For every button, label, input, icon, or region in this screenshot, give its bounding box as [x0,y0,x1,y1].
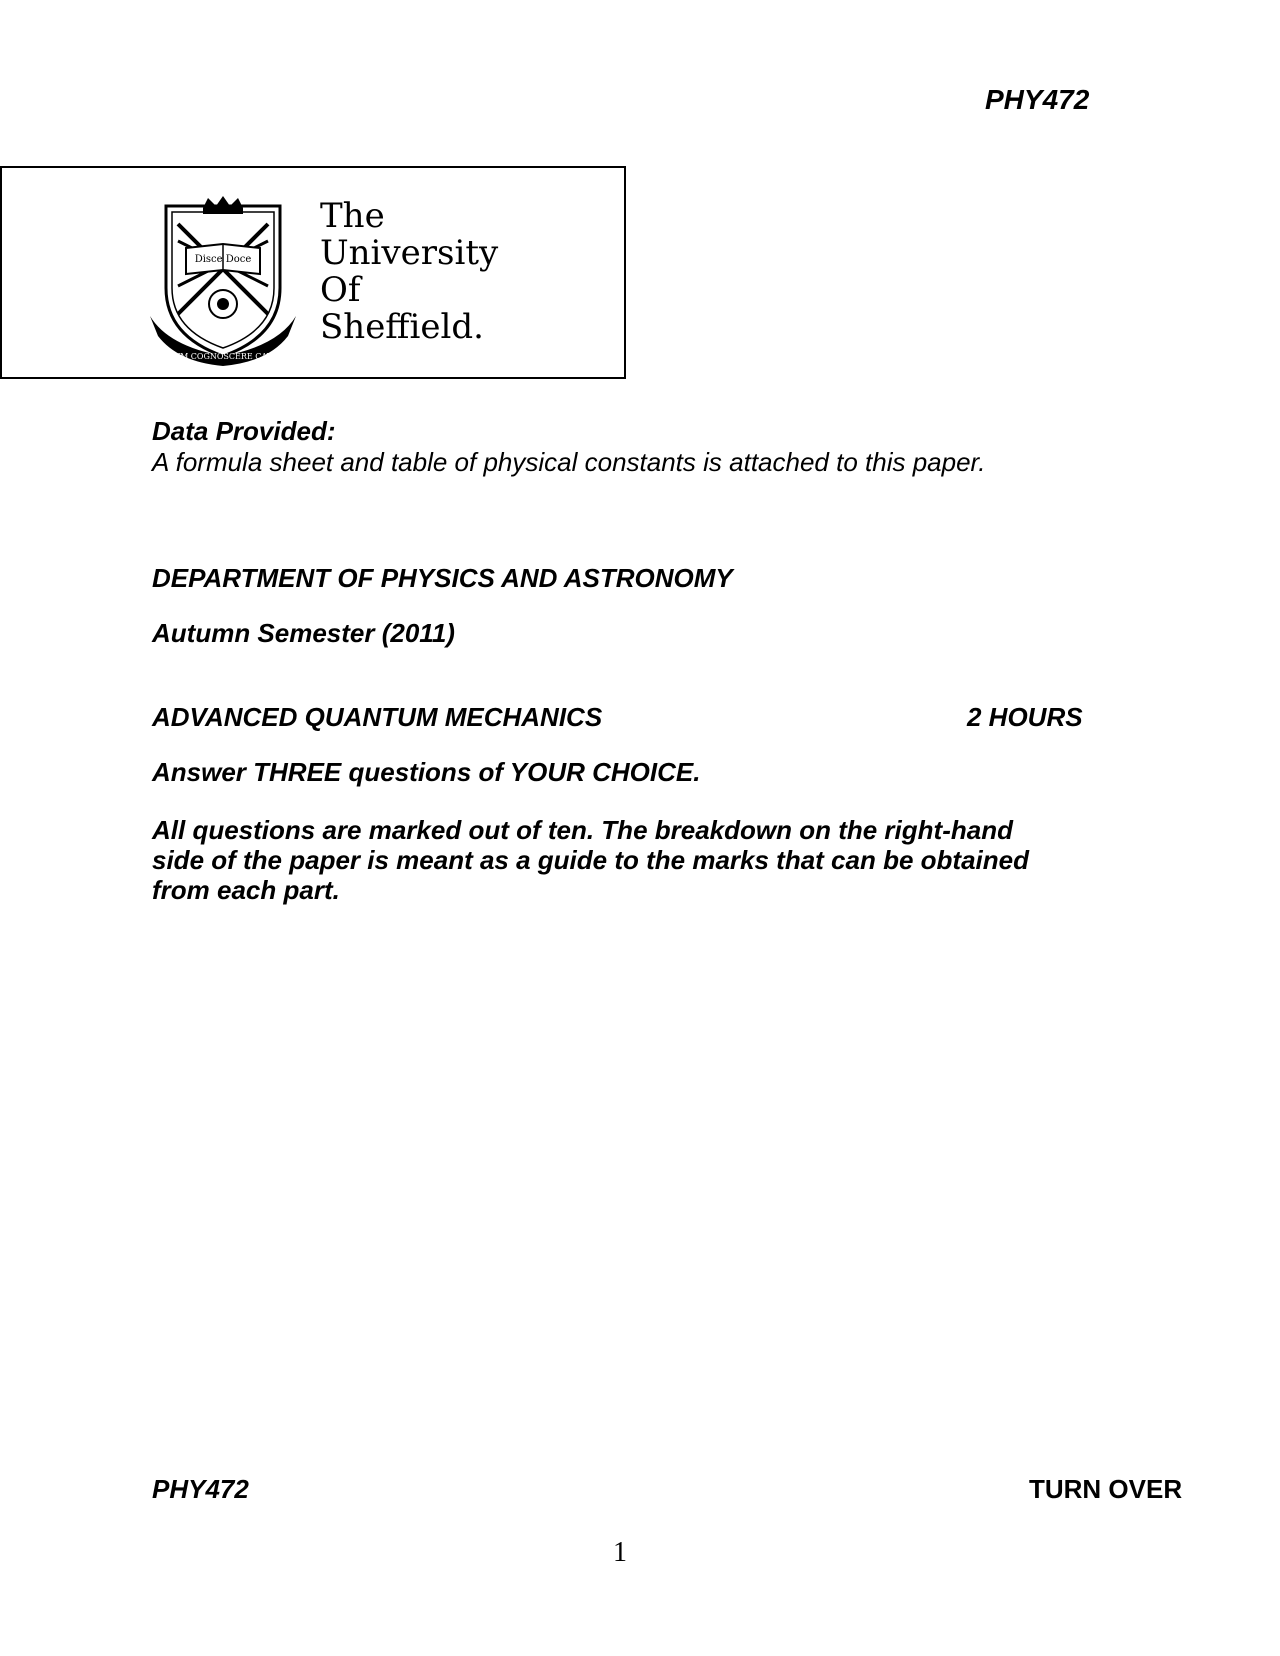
course-title: ADVANCED QUANTUM MECHANICS [152,702,603,732]
university-logo-box [0,166,626,379]
marks-instruction-line: All questions are marked out of ten. The breakdown on the right-hand [152,815,1013,845]
university-name-line: Of [320,270,361,310]
university-name-line: Sheffield. [320,307,484,347]
university-name-line: University [320,233,499,273]
marks-instruction-line: from each part. [152,875,340,905]
university-name-line: The [320,196,385,236]
data-provided-label: Data Provided: [152,416,336,446]
page-number: 1 [613,1537,627,1568]
data-provided-text: A formula sheet and table of physical constants is attached to this paper. [152,447,986,477]
marks-instruction [152,815,1102,905]
header-course-code: PHY472 [985,84,1090,115]
crest-motto: RERVM COGNOSCERE CAVSAS [156,352,290,361]
department-name: DEPARTMENT OF PHYSICS AND ASTRONOMY [152,563,733,593]
university-crest-icon [148,196,298,366]
answer-instruction: Answer THREE questions of YOUR CHOICE. [152,757,701,787]
exam-duration: 2 HOURS [967,702,1083,732]
semester: Autumn Semester (2011) [152,618,455,648]
crest-book-text: Disce Doce [194,254,252,265]
footer-course-code: PHY472 [152,1474,249,1504]
university-name [320,198,498,346]
turn-over-label: TURN OVER [1029,1474,1183,1504]
marks-instruction-line: side of the paper is meant as a guide to the marks that can be obtained [152,845,1029,875]
